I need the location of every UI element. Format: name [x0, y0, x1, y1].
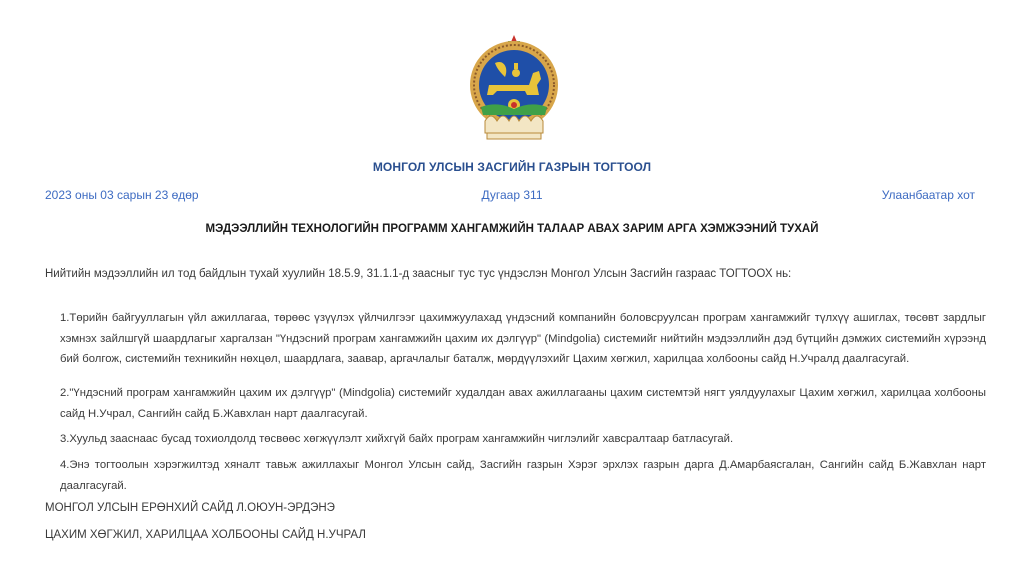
resolution-date: 2023 оны 03 сарын 23 өдөр [45, 188, 199, 202]
government-title: МОНГОЛ УЛСЫН ЗАСГИЙН ГАЗРЫН ТОГТООЛ [372, 160, 652, 174]
signature-prime-minister: МОНГОЛ УЛСЫН ЕРӨНХИЙ САЙД Л.ОЮУН-ЭРДЭНЭ [45, 502, 335, 514]
document-title: МЭДЭЭЛЛИЙН ТЕХНОЛОГИЙН ПРОГРАММ ХАНГАМЖИЙН ТАЛААР АВАХ ЗАРИМ АРГА ХЭМЖЭЭНИЙ ТУХАЙ [205, 223, 819, 235]
paragraph-4: 4.Энэ тогтоолын хэрэгжилтэд хяналт тавьж ажиллахыг Монгол Улсын сайд, Засгийн газрын Хэрэг эрхлэх газрын дарга Д.Амарбаясгалан, Сангийн сайд Б.Жавхлан нарт даалгасугай. [60, 459, 986, 492]
signature-digital-minister: ЦАХИМ ХӨГЖИЛ, ХАРИЛЦАА ХОЛБООНЫ САЙД Н.УЧРАЛ [45, 529, 366, 541]
paragraph-1: 1.Төрийн байгууллагын үйл ажиллагаа, төрөөс үзүүлэх үйлчилгээг цахимжуулахад үндэсний компанийн боловсруулсан програм хангамжийг түлхүү ашиглах, төсөвт зардлыг хэмнэх зайлшгүй шаардлагыг харгалзан "Үндэсний програм хангамжийн цахим их дэлгүүр" (Mindgolia) системийг нийтийн мэдээллийн дэд бүтцийн дэмжих системийн хүрээнд бий болгож, системийн техникийн нөхцөл, шаардлага, заавар, аргачлалыг баталж, мөрдүүлэхийг Цахим хөгжил, харилцаа холбооны сайд Н.Учралд даалгасугай. [60, 312, 986, 365]
paragraph-2: 2."Үндэсний програм хангамжийн цахим их дэлгүүр" (Mindgolia) системийг худалдан авах ажиллагааны цахим системтэй нягт уялдуулахыг Цахим хөгжил, харилцаа холбооны сайд Н.Учрал, Сангийн сайд Б.Жавхлан нарт даалгасугай. [60, 387, 986, 420]
resolution-number: Дугаар 311 [481, 188, 543, 202]
state-emblem-icon [467, 33, 561, 143]
intro-paragraph: Нийтийн мэдээллийн ил тод байдлын тухай хуулийн 18.5.9, 31.1.1-д заасныг тус тус үндэслэн Монгол Улсын Засгийн газраас ТОГТООХ нь: [45, 268, 792, 280]
resolution-city: Улаанбаатар хот [881, 188, 975, 202]
paragraph-3: 3.Хуульд зааснаас бусад тохиолдолд төсвөөс хөгжүүлэлт хийхгүй байх програм хангамжийн чиглэлийг хавсралтаар батласугай. [60, 433, 734, 445]
